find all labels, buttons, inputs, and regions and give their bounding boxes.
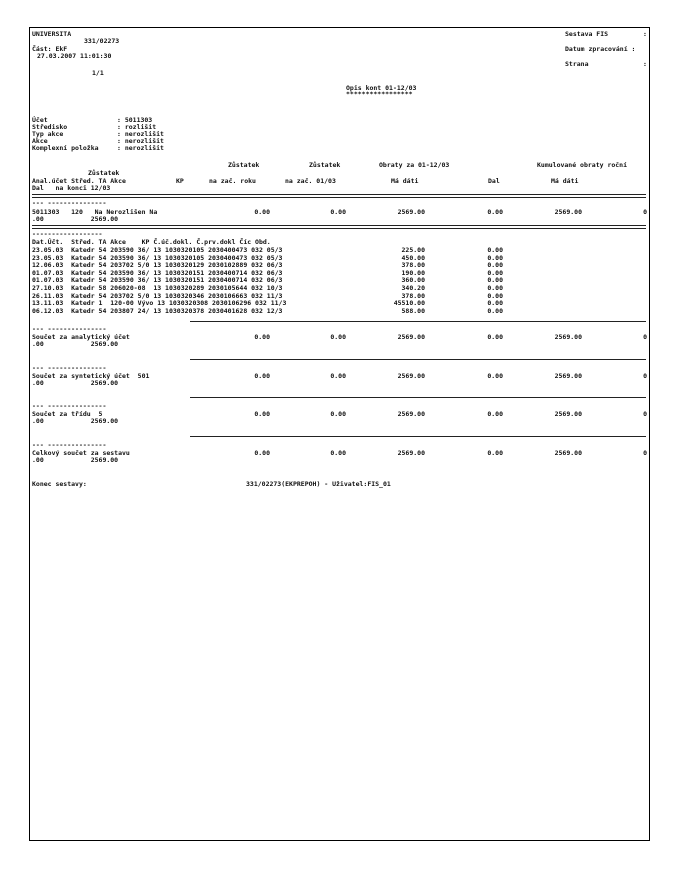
sum-tail: .00 2569.00	[32, 456, 119, 464]
account-kum-ma-dati: 2569.00	[554, 208, 582, 216]
sum-kum-ma-dati: 2569.00	[554, 333, 582, 341]
sum-ma-dati: 2569.00	[397, 410, 425, 418]
sum-ma-dati: 2569.00	[397, 333, 425, 341]
col-kp: KP	[176, 177, 184, 185]
sum-marker: --- ---------------	[32, 402, 107, 410]
detail-row-ma-dati: 225.00	[401, 246, 425, 254]
org-name: UNIVERSITA	[32, 30, 72, 38]
detail-row-dal: 0.00	[487, 276, 503, 285]
detail-row-text: 06.12.03 Katedr 54 203807 24/ 13 1030320378 2030401628 032 12/3	[32, 306, 283, 315]
detail-row-ma-dati: 45510.00	[393, 299, 425, 308]
user-info: 331/02273(EKPREPOH) - Uživatel:FIS_01	[246, 480, 391, 488]
account-divider	[32, 225, 646, 229]
sum-val2: 0.00	[330, 410, 346, 418]
page-number: 1/1	[92, 69, 104, 77]
sum-label: Celkový součet za sestavu	[32, 449, 130, 457]
sum-marker: --- ---------------	[32, 441, 107, 449]
col-kumulovane: Kumulované obraty roční	[537, 161, 628, 169]
sum-label: Součet za třídu 5	[32, 410, 103, 418]
detail-row-dal: 0.00	[487, 268, 503, 277]
sum-label: Součet za syntetický účet 501	[32, 372, 150, 380]
sum-dal: 0.00	[487, 410, 503, 418]
filter-label: Akce	[32, 137, 48, 145]
sum-ma-dati: 2569.00	[397, 372, 425, 380]
sum-val1: 0.00	[254, 372, 270, 380]
detail-marker: ------------------	[32, 230, 103, 238]
col-na-zac-roku: na zač. roku	[209, 177, 256, 185]
sum-val1: 0.00	[254, 449, 270, 457]
filter-value: : nerozlišit	[117, 137, 164, 145]
detail-header: Dat.Účt. Střed. TA Akce KP Č.úč.dokl. Č.prv.dokl Číc Obd.	[32, 238, 271, 246]
sum-ma-dati: 2569.00	[397, 449, 425, 457]
sum-dal: 0.00	[487, 372, 503, 380]
detail-row-ma-dati: 378.00	[401, 261, 425, 270]
end-label: Konec sestavy:	[32, 480, 87, 488]
detail-row-dal: 0.00	[487, 246, 503, 254]
filter-value: : nerozlišit	[117, 130, 164, 138]
sum-kum-ma-dati: 2569.00	[554, 372, 582, 380]
filter-label: Typ akce	[32, 130, 64, 138]
sum-kum-dal: 0	[643, 333, 647, 341]
col-row3-left: Dal na konci 12/03	[32, 184, 111, 192]
filter-value: : nerozlišit	[117, 144, 164, 152]
detail-row-dal: 0.00	[487, 284, 503, 292]
account-ma-dati: 2569.00	[397, 208, 425, 216]
sum-val1: 0.00	[254, 333, 270, 341]
sum-dal: 0.00	[487, 333, 503, 341]
detail-row-ma-dati: 340.20	[401, 284, 425, 292]
part-label: Část: EkF	[32, 45, 68, 53]
filter-value: : rozlišit	[117, 123, 157, 131]
col-na-zac-01: na zač. 01/03	[285, 177, 336, 185]
sum-val2: 0.00	[330, 372, 346, 380]
sum-kum-dal: 0	[643, 372, 647, 380]
account-dal: 0.00	[487, 208, 503, 216]
detail-row-text: 01.07.03 Katedr 54 203590 36/ 13 1030320151 2030400714 032 06/3	[32, 268, 283, 277]
detail-row-dal: 0.00	[487, 261, 503, 270]
sum-val1: 0.00	[254, 410, 270, 418]
detail-row-text: 23.05.03 Katedr 54 203590 36/ 13 1030320105 2030400473 032 05/3	[32, 246, 283, 254]
col-zustatek-2: Zůstatek	[309, 161, 341, 169]
account-line: 5011303 120 Na Nerozlišen Na	[32, 208, 158, 216]
sum-tail: .00 2569.00	[32, 379, 119, 387]
col-zustatek-left: Zůstatek	[88, 169, 120, 177]
detail-row-ma-dati: 190.00	[401, 268, 425, 277]
sum-val2: 0.00	[330, 449, 346, 457]
detail-row-text: 13.11.03 Katedr 1 120-00 Vývo 13 1030320308 2030106296 032 11/3	[32, 299, 287, 308]
detail-row-ma-dati: 378.00	[401, 291, 425, 300]
col-zustatek-1: Zůstatek	[228, 161, 260, 169]
col-obraty: Obraty za	[379, 161, 415, 169]
filter-value: : 5011303	[117, 116, 153, 124]
account-val2: 0.00	[330, 208, 346, 216]
detail-row-ma-dati: 588.00	[401, 306, 425, 315]
report-colon: :	[643, 30, 647, 38]
sum-marker: --- ---------------	[32, 325, 107, 333]
account-line-2: .00 2569.00	[32, 215, 119, 223]
col-obraty-period: 01-12/03	[418, 161, 450, 169]
sum-tail: .00 2569.00	[32, 340, 119, 348]
col-ma-dati: Má dáti	[391, 177, 419, 185]
col-ma-dati-2: Má dáti	[551, 177, 579, 185]
timestamp: 27.03.2007 11:01:30	[37, 52, 112, 60]
filter-label: Středisko	[32, 123, 68, 131]
detail-row-ma-dati: 450.00	[401, 253, 425, 262]
filter-label: Účet	[32, 116, 48, 124]
processing-date-label: Datum zpracování :	[565, 45, 636, 53]
page-label: Strana	[565, 60, 589, 68]
sum-divider	[190, 359, 646, 360]
sum-marker: --- ---------------	[32, 364, 107, 372]
report-sheet	[29, 27, 650, 841]
sum-tail: .00 2569.00	[32, 417, 119, 425]
report-title-underline: *****************	[346, 90, 413, 98]
account-val1: 0.00	[254, 208, 270, 216]
sum-kum-dal: 0	[643, 449, 647, 457]
sum-divider	[190, 397, 646, 398]
detail-row-ma-dati: 360.00	[401, 276, 425, 285]
detail-row-dal: 0.00	[487, 306, 503, 315]
header-divider	[32, 194, 646, 198]
sum-kum-ma-dati: 2569.00	[554, 410, 582, 418]
detail-row-dal: 0.00	[487, 299, 503, 308]
report-title: Opis kont 01-12/03	[346, 84, 417, 92]
sum-val2: 0.00	[330, 333, 346, 341]
page-colon: :	[643, 60, 647, 68]
detail-row-dal: 0.00	[487, 253, 503, 262]
sum-kum-dal: 0	[643, 410, 647, 418]
account-summary-marker: --- ---------------	[32, 199, 107, 207]
account-kum-dal: 0	[643, 208, 647, 216]
detail-row-text: 12.06.03 Katedr 54 203702 5/0 13 1030320129 2030102889 032 06/3	[32, 261, 283, 270]
sum-label: Součet za analytický účet	[32, 333, 130, 341]
detail-row-text: 01.07.03 Katedr 54 203590 36/ 13 1030320151 2030400714 032 06/3	[32, 276, 283, 285]
detail-row-dal: 0.00	[487, 291, 503, 300]
org-code: 331/02273	[84, 37, 120, 45]
filter-label: Komplexní položka	[32, 144, 99, 152]
col-row2-left: Anal.účet Střed. TA Akce	[32, 177, 126, 185]
detail-row-text: 23.05.03 Katedr 54 203590 36/ 13 1030320105 2030400473 032 05/3	[32, 253, 283, 262]
col-dal: Dal	[488, 177, 500, 185]
detail-row-text: 27.10.03 Katedr 58 206020-08 13 1030320289 2030105644 032 10/3	[32, 284, 283, 292]
sum-dal: 0.00	[487, 449, 503, 457]
sum-kum-ma-dati: 2569.00	[554, 449, 582, 457]
detail-row-text: 26.11.03 Katedr 54 203702 5/0 13 1030320346 2030106663 032 11/3	[32, 291, 283, 300]
detail-divider	[190, 321, 646, 322]
report-label: Sestava FIS	[565, 30, 609, 38]
sum-divider	[190, 436, 646, 437]
